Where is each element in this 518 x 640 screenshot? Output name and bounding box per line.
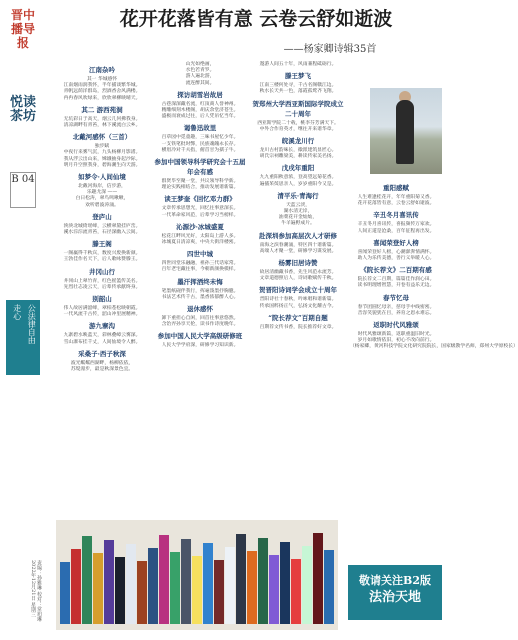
poem-line: 苏堤漫步，最是秋深景色宜。 <box>70 367 134 373</box>
poem-line: 盛极而衰成过往，后人凭吊忆当年。 <box>161 114 239 120</box>
poem-line: 青帆远荫洋群岛，烈酒香舍风满楼。 <box>63 89 141 95</box>
ad-line-1: 敬请关注B2版 <box>359 574 431 587</box>
poem-line: 笔墨纸砚伴我行，挥毫泼墨抒胸臆。 <box>161 288 239 294</box>
poem-line: 横眉冷对千夫指，俯首甘为孺子牛。 <box>161 147 239 153</box>
text-column <box>252 62 344 517</box>
poem-line: 遍插茱萸思亲人，岁岁重阳今又是。 <box>259 181 337 187</box>
poem-line: 牛羊遍野成片。 <box>281 221 315 227</box>
poem-line: 读书明理增智慧，开卷有益乐无边。 <box>357 283 435 289</box>
poem-line: 流连醉其间。 <box>185 80 215 86</box>
book-spine <box>60 562 70 624</box>
book-spine <box>159 535 169 624</box>
book-spine <box>291 559 301 624</box>
ad-box[interactable] <box>348 565 442 620</box>
poem-line: 九寨碧水映蓝天，彩林叠嶂云雾深。 <box>63 333 141 339</box>
newspaper-masthead: 晋中播导报 <box>10 8 35 50</box>
text-column <box>56 62 148 517</box>
poem-title: 北戴河感怀（三首） <box>72 133 132 142</box>
book-spine <box>313 533 323 624</box>
poem-line: 波光粼粼西湖畔，杨柳依依， <box>70 360 134 366</box>
book-spine <box>137 561 147 624</box>
poem-line: 群贤毕至聚一堂，共议领导科学新。 <box>161 179 239 185</box>
poem-line: 明月升空照我身，碧海潮生向天游。 <box>63 162 141 168</box>
poem-line: 精雕细刻木楼阁，胡庆余堂济苍生。 <box>161 108 239 114</box>
page-subtitle: ——杨家卿诗辑35首 <box>283 44 377 55</box>
book-spine <box>192 556 202 624</box>
poem-title: 探访胡雪岩故居 <box>177 90 223 99</box>
poem-line: 传承国粹扬正气，弘扬文化耀古今。 <box>259 303 337 309</box>
poem-line: 一阁赢得千秋宾，数度兴废换新颜。 <box>63 251 141 257</box>
poem-line: 秋水长天共一色，落霞孤鹜齐飞翔。 <box>259 89 337 95</box>
poem-line: 白日松涛，翠鸟鸣啾啾， <box>75 196 129 202</box>
poem-line: 独步賦 <box>94 144 110 150</box>
poem-line: 书法艺术传千古，墨香浓郁醉人心。 <box>161 294 239 300</box>
poem-line: 先烈壮志凌云天，后辈传承献终身。 <box>63 284 141 290</box>
poem-line: 院长荐文二百期，篇篇佳作润心田。 <box>357 277 435 283</box>
poem-line: 王勃佳作名天下，后人歌咏赞滕王。 <box>63 257 141 263</box>
poem-title: 参加中国领导科学研究会十五届年会有感 <box>154 158 246 177</box>
book-spine <box>82 536 92 624</box>
poem-title: 皖溪龙川行 <box>281 137 315 146</box>
poem-title: 沁源沙·冰城盛夏 <box>176 222 224 231</box>
poem-line: 春节团圆忆母亲，慈母手中线密密。 <box>357 304 435 310</box>
poem-line: 高端人才聚一堂，研修学习谋发展。 <box>259 248 337 254</box>
section-name: 悦读茶坊 <box>9 95 36 124</box>
book-spine <box>203 543 213 624</box>
poem-title: 喜闻荣登好人榜 <box>373 238 419 247</box>
poem-line: 助人为乐传美德，善行义举暖人心。 <box>357 256 435 262</box>
book-spine <box>126 544 136 624</box>
poem-line: 音容笑貌犹在目，养育之恩永难忘。 <box>357 310 435 316</box>
poem-line: 水色若青罗。 <box>185 68 215 74</box>
poem-line: 江南三楼何处寻，千古名阁赣江边。 <box>259 83 337 89</box>
text-column <box>154 62 246 517</box>
book-spine <box>236 534 246 624</box>
poem-line: 人生难逢桂花开，年年重阳菊又香。 <box>357 195 435 200</box>
poem-title: 贺郑州大学西亚斯国际学院成立二十周年 <box>252 99 344 118</box>
text-column <box>350 180 518 517</box>
ad-line-2: 法治天地 <box>368 590 421 605</box>
page-number: B 04 <box>10 172 36 208</box>
poem-line: 冰城夏日清凉爽，中央大街洋楼密。 <box>161 240 239 246</box>
editor-credit: 责编：孙雅琳 校对：常旭琳 2022年12月21日 星期三 <box>30 560 42 622</box>
poem-line: 南海之滨春潮涌，特区四十谱新篇。 <box>259 242 337 248</box>
poem-title: 滕王阁 <box>92 240 112 249</box>
poem-title: 墨汗挥洒终未悔 <box>177 277 223 286</box>
poem-line: 遨游人间五十年，风雨兼程砥砺行。 <box>259 62 337 67</box>
author-photo <box>370 88 442 174</box>
poem-title: 返职时代风雅颂 <box>373 321 419 330</box>
book-spine <box>258 538 268 624</box>
poem-line: 百年老宅藏往事，今朝新颜换模样。 <box>161 267 239 273</box>
poem-line: 一代风流千古传，韶山冲里展精神。 <box>63 312 141 318</box>
poem-title: 如梦令·人间仙境 <box>78 173 126 182</box>
poem-title: 重阳感赋 <box>383 184 409 192</box>
poem-title: 江南杂吟 <box>89 66 115 74</box>
poem-line: 西亚斯学院二十载，桃李芬芳满天下。 <box>257 120 339 126</box>
poem-line: （杨家卿，黄河科技学院文化研究院院长，国家级教学名师，郑州大学原校长） <box>350 344 518 350</box>
poem-line: 清凉湖畔有青苔，林下溪流白云乡。 <box>63 123 141 129</box>
poem-line: 古巷深深藏名流，红顶商人誉神州。 <box>161 101 239 107</box>
book-spine <box>181 539 191 624</box>
poem-line: 欢听碧波涛涌。 <box>85 202 119 208</box>
poem-title: 贺晋阳诗词学会成立十周年 <box>259 286 337 295</box>
poem-line: 百草园中觅童趣，三味书屋忆少年。 <box>161 135 239 141</box>
poem-line: 花开花落皆有意，云卷云舒如逝波。 <box>357 201 435 207</box>
poem-line: 文章传承思想光，回忆往事意深长。 <box>161 206 239 212</box>
book-spine <box>214 560 224 624</box>
page-title: 花开花落皆有意 云卷云舒如逝波 <box>119 8 393 30</box>
poem-line: 岁月如歌情依旧，初心不改向前行。 <box>357 338 435 344</box>
poem-line: 中夜行来雾气沉，九头杨柳月影渚。 <box>63 150 141 156</box>
poem-title: 采桑子·西子秋深 <box>78 349 126 358</box>
poem-line: 故居清幽藏书香，先生风范永流芳。 <box>259 270 337 276</box>
poem-line: 龙川古村韵味长，徽派建筑显匠心。 <box>259 148 337 154</box>
poem-line: 理论实践相结合，推动发展谱新篇。 <box>161 185 239 191</box>
poem-title: 《院长荐文》二百期有感 <box>360 266 432 275</box>
poem-line: 湖水清无岸， <box>283 209 313 215</box>
poem-line: 山光如绝画， <box>185 62 215 67</box>
poem-line: 江南烟雨润我怀，半年捕谈繁华城。 <box>63 83 141 89</box>
book-spine <box>324 550 334 624</box>
poem-line: 一代革命家风范，后辈学习当榜样。 <box>161 212 239 218</box>
poem-title: 退休感怀 <box>187 305 213 314</box>
poem-title: “院长荐文”百期自题 <box>268 313 328 322</box>
poem-line: 中外合作育英才，继往开来谱华章。 <box>259 126 337 132</box>
poem-title: 杨雾旧居诗赞 <box>278 259 318 268</box>
poem-line: 喜闻荣登好人榜，心潮澎湃情满怀。 <box>357 249 435 255</box>
poem-title: 清平乐·青海行 <box>277 191 319 200</box>
poem-line: 九九重阳秋意浓，登高望远菊花香。 <box>259 175 337 181</box>
left-sidebar <box>0 0 46 640</box>
poem-title: 别韶山 <box>92 295 112 304</box>
poem-line: 天蓝云淡， <box>286 202 310 208</box>
poem-line: 冉冉春风吹绿来，欣欣翠柳映晴天。 <box>63 95 141 101</box>
bookshelf-image <box>56 520 338 630</box>
quote-line: 走心 <box>12 304 22 320</box>
poem-line: 文章道德照后人，诗词歌赋传千秋。 <box>259 276 337 282</box>
poem-title: 其二 游西苑洞 <box>81 105 123 114</box>
poem-title: 辛丑冬月喜讯传 <box>373 211 419 220</box>
poem-title: 戊戌年重阳 <box>281 164 315 173</box>
book-spine <box>71 549 81 624</box>
book-spine <box>225 547 235 624</box>
poem-line: 无坑彩日于高天，烟云几何拂我身。 <box>63 116 141 122</box>
poem-title: 登庐山 <box>92 212 112 221</box>
poem-line: 井冈山上翠竹青，红色摇篮传美名。 <box>63 278 141 284</box>
poem-line: 百期荐文传书香，院长推荐好文章。 <box>259 324 337 330</box>
poem-line: 一支铁笔批时弊，民族魂魄永长存。 <box>161 141 239 147</box>
poem-title: 游九寨沟 <box>89 322 115 331</box>
poem-line: 伟人故居满韶峰，翠柏苍松映朝霞。 <box>63 306 141 312</box>
poem-line: 含饴弄孙享天伦，读书作诗度晚年。 <box>161 322 239 328</box>
quote-line: 公法律自由 <box>27 304 37 344</box>
poem-line: 游人遍北游， <box>185 74 215 80</box>
book-spine <box>269 555 279 624</box>
poem-line: 卸下重担心自闲，回首往事意悠然。 <box>161 316 239 322</box>
poem-line: 北戴河海岸，信步游， <box>78 184 126 190</box>
poem-line: 四世同堂乐融融，祖孙三代话家常。 <box>161 261 239 267</box>
poem-line: 时代风雅颂新篇，返职重温旧时光。 <box>357 332 435 338</box>
poem-line: 雪山瀑布挂千丈，人间仙境令人醉。 <box>63 339 141 345</box>
quote-box <box>6 300 40 375</box>
book-spine <box>104 540 114 624</box>
poem-title: 参加中国人民大学高级研修班 <box>157 332 243 341</box>
poem-line: 胡氏宗祠雕梁美，耕读传家美名扬。 <box>259 154 337 160</box>
book-spine <box>247 551 257 624</box>
poem-title: 春节忆母 <box>383 293 409 302</box>
poem-line: 人民大学学府深，研修学习知识新。 <box>161 343 239 349</box>
poem-title: 四世中城 <box>187 250 213 259</box>
book-spine <box>115 557 125 624</box>
poem-line: 乐趣尤深 —— <box>86 190 118 196</box>
poem-line: 泱泱北城倚瑶峰，云横翠黛挂庐峦。 <box>63 223 141 229</box>
poem-title: 赴深圳参加高层次人才研修 <box>259 231 337 240</box>
book-spine <box>170 552 180 624</box>
book-spine <box>148 548 158 624</box>
poem-title: 井冈山行 <box>89 267 115 276</box>
book-spine <box>302 546 312 624</box>
poem-title: 滕王梦飞 <box>285 72 311 81</box>
poem-line: 松花江畔风光好，太阳岛上游人多。 <box>161 233 239 239</box>
poem-title: 读王梦奎《回忆邓力群》 <box>164 195 236 204</box>
poem-line: 油菜花开金灿灿， <box>278 215 318 221</box>
poem-line: 溪水淙淙流青苔，石径深幽入云间。 <box>63 230 141 236</box>
poem-line: 其一 华城感怀 <box>86 77 118 82</box>
author-figure <box>396 100 414 164</box>
poem-line: 辛丑冬月喜讯传，喜报频传万家欢。 <box>357 222 435 228</box>
book-spine <box>93 553 103 624</box>
poem-line: 人间正道是沧桑，百年征程再出发。 <box>357 228 435 234</box>
poem-line: 晋阳诗社十春秋，吟咏唱和谱新篇。 <box>259 297 337 303</box>
poem-title: 谒鲁迅故里 <box>183 124 217 133</box>
poem-line: 我从浮云出山来，嫦娥抽身起沙际。 <box>63 156 141 162</box>
book-spine <box>280 542 290 624</box>
